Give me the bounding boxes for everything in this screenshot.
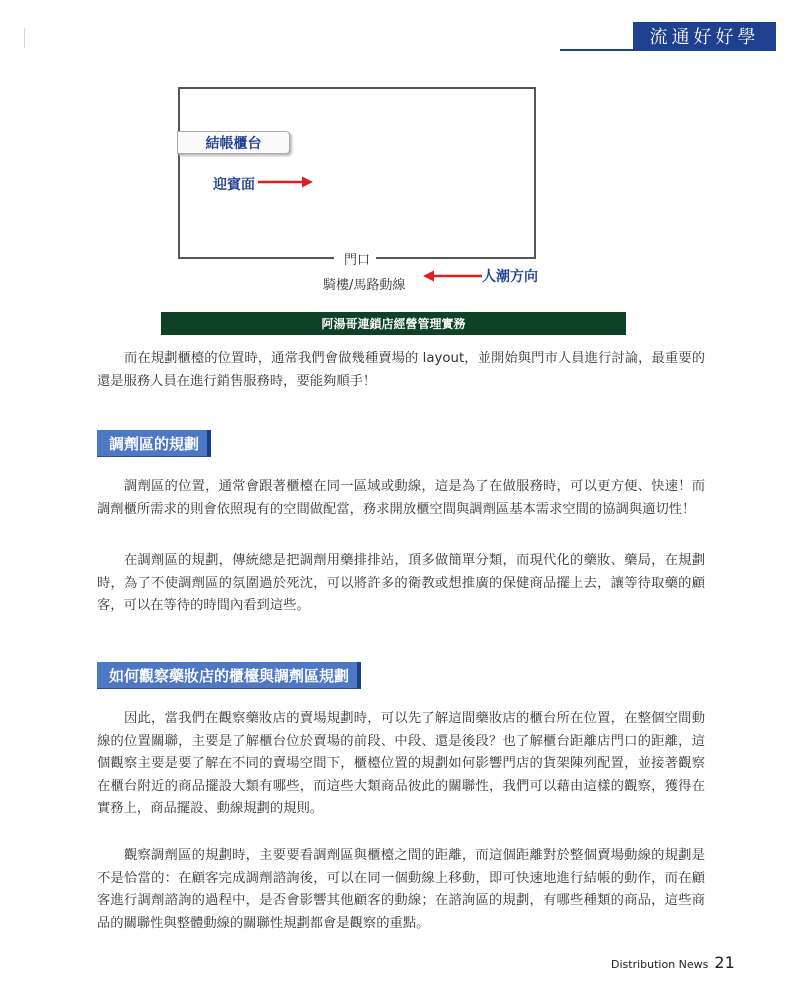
store-layout-diagram (0, 0, 800, 300)
dispensing-paragraph-2: 在調劑區的規劃，傳統總是把調劑用藥排排站，頂多做簡單分類，而現代化的藥妝、藥局，在規劃時，為了不使調劑區的氛圍過於死沈，可以將許多的衛教或想推廣的保健商品擺上去，讓等待取藥的顧客，可以在等待的時間內看到這些。 (97, 553, 705, 613)
arrows-layer (0, 0, 800, 300)
welcome-arrow-icon (258, 177, 313, 188)
door-label: 門口 (343, 249, 371, 268)
checkout-counter: 結帳櫃台 (177, 131, 290, 154)
crowd-direction-label: 人潮方向 (482, 269, 538, 285)
publication-name: Distribution News (611, 958, 709, 971)
welcome-side-label: 迎賓面 (213, 177, 255, 193)
page-number: 21 (714, 953, 735, 972)
intro-paragraph: 而在規劃櫃檯的位置時，通常我們會做幾種賣場的 layout，並開始與門市人員進行討論，最重要的還是服務人員在進行銷售服務時，要能夠順手！ (97, 351, 705, 389)
section-heading-dispensing: 調劑區的規劃 (97, 430, 211, 457)
page-footer (611, 953, 735, 972)
crowd-arrow-icon (423, 271, 482, 282)
dispensing-paragraph-1: 調劑區的位置，通常會跟著櫃檯在同一區域或動線，這是為了在做服務時，可以更方便、快速！而調劑櫃所需求的則會依照現有的空間做配當，務求開放櫃空間與調劑區基本需求空間的協調與適切性！ (97, 479, 705, 517)
section-heading-observation: 如何觀察藥妝店的櫃檯與調劑區規劃 (97, 662, 361, 689)
arcade-road-label: 騎樓/馬路動線 (323, 278, 406, 293)
observation-paragraph-1: 因此，當我們在觀察藥妝店的賣場規劃時，可以先了解這間藥妝店的櫃台所在位置，在整個空間動線的位置關聯，主要是了解櫃台位於賣場的前段、中段、還是後段？也了解櫃台距離店門口的距離，這個觀察主要是要了解在不同的賣場空間下，櫃檯位置的規劃如何影響門店的貨架陳列配置，並接著觀察在櫃台附近的商品擺設大類有哪些，而這些大類商品彼此的關聯性，我們可以藉由這樣的觀察，獲得在實務上，商品擺設、動線規劃的規則。 (97, 711, 705, 816)
observation-paragraph-2: 觀察調劑區的規劃時，主要要看調劑區與櫃檯之間的距離，而這個距離對於整個賣場動線的規劃是不是恰當的：在顧客完成調劑諮詢後，可以在同一個動線上移動，即可快速地進行結帳的動作，而在顧客進行調劑諮詢的過程中，是否會影響其他顧客的動線；在諮詢區的規劃，有哪些種類的商品，這些商品的關聯性與整體動線的關聯性規劃都會是觀察的重點。 (97, 848, 705, 931)
section-tag: 流通好好學 (633, 22, 776, 50)
figure-caption: 阿湯哥連鎖店經營管理實務 (161, 312, 626, 335)
